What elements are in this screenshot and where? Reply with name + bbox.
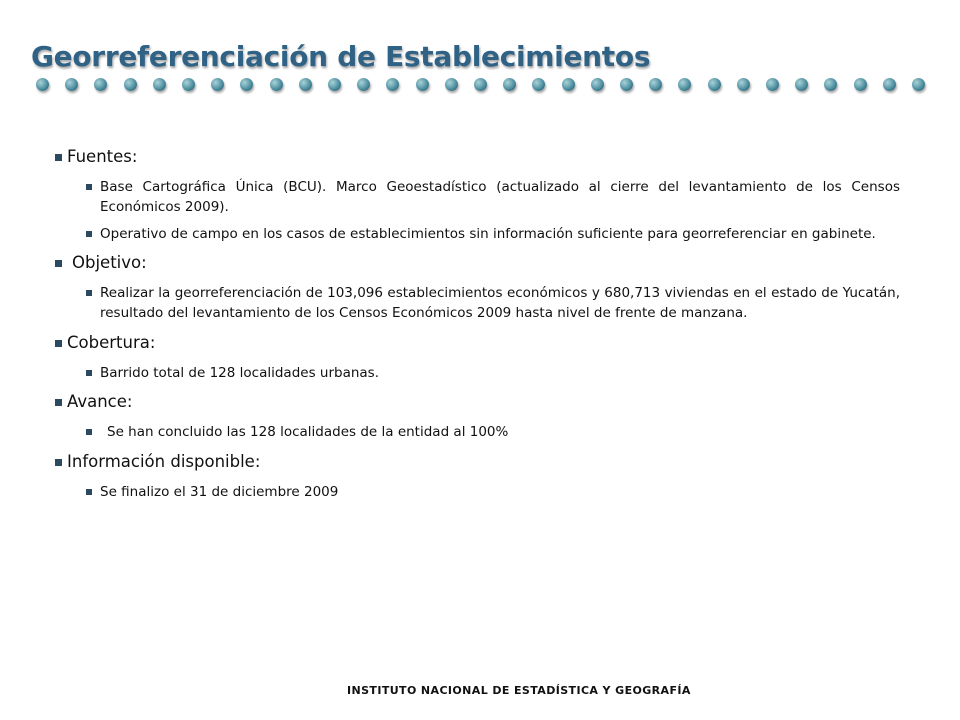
list-item xyxy=(86,482,900,502)
divider-dot-icon xyxy=(474,78,487,91)
section-heading-row xyxy=(55,391,900,413)
divider-dot-icon xyxy=(766,78,779,91)
list-item xyxy=(86,363,900,383)
list-item xyxy=(86,422,900,442)
divider-dot-icon xyxy=(94,78,107,91)
divider-dot-icon xyxy=(708,78,721,91)
divider-dot-icon xyxy=(883,78,896,91)
divider-dot-icon xyxy=(445,78,458,91)
institution-footer-logo: INSTITUTO NACIONAL DE ESTADÍSTICA Y GEOGRAFÍA xyxy=(347,684,691,697)
divider-dot-icon xyxy=(503,78,516,91)
divider-dot-icon xyxy=(36,78,49,91)
divider-dot-icon xyxy=(795,78,808,91)
bullet-square-icon xyxy=(55,399,62,406)
divider-dot-icon xyxy=(328,78,341,91)
bullet-square-icon xyxy=(86,231,92,237)
divider-dot-icon xyxy=(386,78,399,91)
divider-dot-icon xyxy=(240,78,253,91)
divider-dot-icon xyxy=(270,78,283,91)
section-heading-fuentes: Fuentes: xyxy=(67,147,138,166)
section-heading-row xyxy=(55,146,900,168)
divider-dot-icon xyxy=(824,78,837,91)
divider-dot-icon xyxy=(124,78,137,91)
list-item-text: Se finalizo el 31 de diciembre 2009 xyxy=(100,484,339,500)
section-informacion-disponible xyxy=(55,451,900,502)
bullet-square-icon xyxy=(55,459,62,466)
divider-dot-icon xyxy=(532,78,545,91)
bullet-square-icon xyxy=(55,260,62,267)
list-item-text: Realizar la georreferenciación de 103,096 establecimientos económicos y 680,713 viviendas en el estado de Yucatán, resultado del levantamiento de los Censos Económicos 2009 hasta nivel de frente de manzana. xyxy=(100,285,900,321)
bullet-square-icon xyxy=(86,370,92,376)
list-item-text: Operativo de campo en los casos de establecimientos sin información suficiente para georreferenciar en gabinete. xyxy=(100,226,876,242)
divider-dot-icon xyxy=(299,78,312,91)
list-item-text: Barrido total de 128 localidades urbanas. xyxy=(100,365,380,381)
list-item-text: Se han concluido las 128 localidades de la entidad al 100% xyxy=(107,424,509,440)
list-item xyxy=(86,283,900,323)
section-fuentes xyxy=(55,146,900,244)
section-heading-row xyxy=(55,451,900,473)
divider-dot-icon xyxy=(357,78,370,91)
section-avance xyxy=(55,391,900,442)
bullet-square-icon xyxy=(55,340,62,347)
bullet-square-icon xyxy=(86,184,92,190)
section-cobertura xyxy=(55,332,900,383)
bullet-square-icon xyxy=(86,489,92,495)
section-heading-row xyxy=(55,252,900,274)
section-heading-cobertura: Cobertura: xyxy=(67,333,156,352)
bullet-square-icon xyxy=(55,154,62,161)
divider-dot-icon xyxy=(211,78,224,91)
divider-dot-icon xyxy=(737,78,750,91)
section-heading-avance: Avance: xyxy=(67,392,133,411)
bullet-square-icon xyxy=(86,290,92,296)
title-dot-divider xyxy=(36,78,936,98)
section-heading-informacion: Información disponible: xyxy=(67,452,261,471)
divider-dot-icon xyxy=(912,78,925,91)
divider-dot-icon xyxy=(620,78,633,91)
divider-dot-icon xyxy=(678,78,691,91)
divider-dot-icon xyxy=(854,78,867,91)
section-heading-row xyxy=(55,332,900,354)
list-item xyxy=(86,224,900,244)
list-item-text: Base Cartográfica Única (BCU). Marco Geoestadístico (actualizado al cierre del levantamiento de los Censos Económicos 2009). xyxy=(100,179,900,215)
list-item xyxy=(86,177,900,217)
divider-dot-icon xyxy=(182,78,195,91)
section-heading-objetivo: Objetivo: xyxy=(72,253,147,272)
divider-dot-icon xyxy=(591,78,604,91)
bullet-square-icon xyxy=(86,429,92,435)
section-objetivo xyxy=(55,252,900,323)
slide-content xyxy=(55,146,900,502)
divider-dot-icon xyxy=(649,78,662,91)
divider-dot-icon xyxy=(416,78,429,91)
slide-title: Georreferenciación de Establecimientos xyxy=(31,40,651,73)
divider-dot-icon xyxy=(65,78,78,91)
divider-dot-icon xyxy=(562,78,575,91)
divider-dot-icon xyxy=(153,78,166,91)
